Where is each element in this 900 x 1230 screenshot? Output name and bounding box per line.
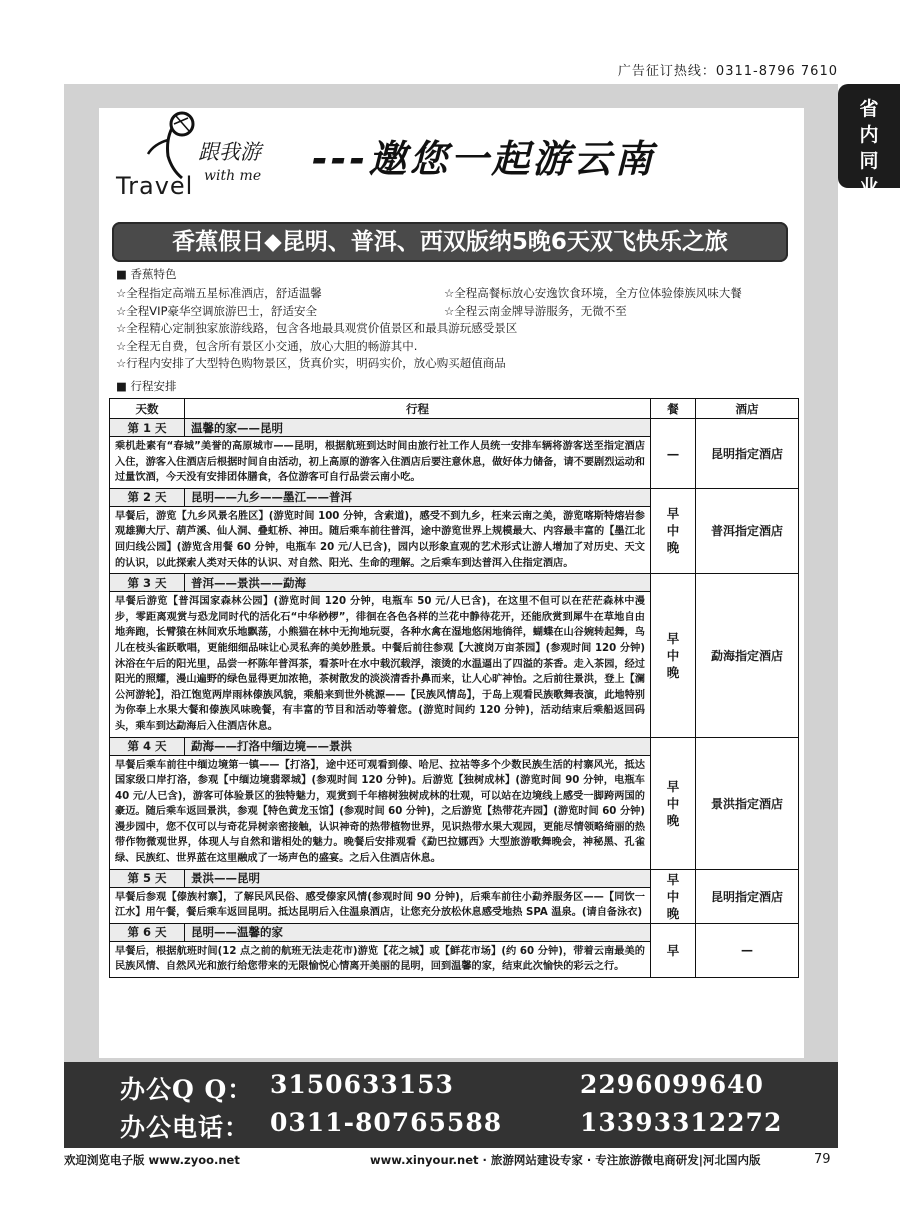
- qq-number-1: 3150633153: [270, 1070, 454, 1099]
- day-meals: —: [651, 419, 696, 489]
- day-route: 昆明——温馨的家: [185, 923, 651, 941]
- footer-left-text: 欢迎浏览电子版 www.zyoo.net: [64, 1153, 240, 1167]
- day-meals: 早: [651, 923, 696, 977]
- day-description: 早餐后乘车前往中缅边境第一镇——【打洛】，途中还可观看到傣、哈尼、拉祜等多个少数民族生活的村寨风光，抵达国家级口岸打洛，参观【中缅边境翡翠城】(参观时间 120 分钟)。后游览【独树成林】(游览时间 90 分钟，电瓶车 40 元/人已含)，游客可体验景区的独特魅力，观赏到千年榕树独树成林的壮观，可以站在边境线上感受一脚跨两国的豪迈。随后乘车返回景洪，参观【特色黄龙玉馆】(参观时间 60 分钟)，之后游览【热带花卉园】(游览时间 60 分钟)漫步园中，您不仅可以与奇花异树亲密接触，认识神奇的热带植物世界，见识热带水果大观园，更能尽情领略绮丽的热带作物微观世界，体现人与自然和谐相处的魅力。晚餐后安排观看《勐巴拉娜西》大型旅游歌舞晚会，神秘黑、孔雀绿、民族红、世界蓝在这里融成了一场声色的盛宴。之后入住酒店休息。: [110, 755, 651, 869]
- day-route: 普洱——景洪——勐海: [185, 574, 651, 592]
- day-number: 第 2 天: [110, 488, 185, 506]
- logo-chinese-name: 跟我游: [198, 140, 261, 164]
- feature-item: ☆行程内安排了大型特色购物景区，货真价实，明码实价，放心购买超值商品: [116, 356, 506, 370]
- schedule-section-label: ■ 行程安排: [116, 379, 177, 393]
- day-hotel: 普洱指定酒店: [696, 488, 799, 573]
- day-meals: 早 中 晚: [651, 488, 696, 573]
- day-description: 早餐后，根据航班时间(12 点之前的航班无法走花市)游览【花之城】或【鲜花市场】(约 60 分钟)，带着云南最美的民族风情、自然风光和旅行给您带来的无限愉悦心情离开美丽的昆明，回到温馨的家，结束此次愉快的彩云之行。: [110, 941, 651, 977]
- feature-row: [116, 355, 796, 373]
- day-header-row: [110, 419, 799, 437]
- day-description: 乘机赴素有“春城”美誉的高原城市——昆明，根据航班到达时间由旅行社工作人员统一安排车辆将游客送至指定酒店入住，游客入住酒店后根据时间自由活动，初上高原的游客入住酒店后要注意休息，做好体力储备，请不要剧烈运动和过量饮酒，今天没有安排团体膳食，各位游客可自行品尝云南小吃。: [110, 437, 651, 489]
- day-header-row: [110, 488, 799, 506]
- phone-label: 办公电话：: [120, 1113, 251, 1142]
- qq-label: 办公Q Q：: [120, 1075, 254, 1104]
- section-tab: [838, 84, 900, 198]
- phone-number-1: 0311-80765588: [270, 1108, 503, 1137]
- day-route: 温馨的家——昆明: [185, 419, 651, 437]
- header-hotel: 酒店: [696, 399, 799, 419]
- day-header-row: [110, 574, 799, 592]
- contact-bar: [64, 1062, 838, 1148]
- day-number: 第 6 天: [110, 923, 185, 941]
- day-number: 第 3 天: [110, 574, 185, 592]
- day-hotel: 昆明指定酒店: [696, 419, 799, 489]
- header-meals: 餐: [651, 399, 696, 419]
- footer-middle-text: www.xinyour.net · 旅游网站建设专家 · 专注旅游微电商研发|河北国内版: [370, 1153, 761, 1167]
- day-header-row: [110, 737, 799, 755]
- feature-item: ☆全程云南金牌导游服务，无微不至: [444, 303, 627, 318]
- travel-logo: [112, 110, 302, 205]
- day-route: 勐海——打洛中缅边境——景洪: [185, 737, 651, 755]
- feature-row: [116, 303, 796, 321]
- day-hotel: —: [696, 923, 799, 977]
- feature-item: ☆全程高餐标放心安逸饮食环境，全方位体验傣族风味大餐: [444, 286, 742, 300]
- section-tab-char: 同: [859, 150, 879, 172]
- header-day: 天数: [110, 399, 185, 419]
- day-meals: 早 中 晚: [651, 574, 696, 737]
- features-list: [116, 266, 796, 373]
- day-number: 第 1 天: [110, 419, 185, 437]
- day-description: 早餐后游览【普洱国家森林公园】(游览时间 120 分钟，电瓶车 50 元/人已含)，在这里不但可以在茫茫森林中漫步，零距离观赏与恐龙同时代的活化石“中华桫椤”，徘徊在各色各样的兰花中静待花开，还能欣赏到犀牛在草地自由地奔跑，长臂猿在林间欢乐地飘荡，小熊猫在林中无拘地玩耍，各种水禽在湿地悠闲地徜徉，蝴蝶在山谷婉转起舞，鸟儿在枝头雀跃歌唱，更能细细品味让心灵私奔的美妙胜景。中餐后前往参观【大渡岗万亩茶园】(参观时间 120 分钟)沐浴在午后的阳光里，品尝一杯陈年普洱茶，看茶叶在水中载沉载浮，滚烫的水温逼出了四溢的茶香。走入茶园，经过阳光的照耀，漫山遍野的绿色显得更加浓艳，茶树散发的淡淡清香扑鼻而来，让人心旷神怡。之后前往景洪，登上【澜公河游轮】，沿江饱览两岸雨林傣族风貌，乘船来到世外桃源——【民族风情岛】，于岛上观看民族歌舞表演，此地特别为你奉上水果大餐和傣族风味晚餐，有丰富的节目和活动等着您。(游览时间约 120 分钟)，活动结束后乘船返回码头，乘车到达勐海后入住酒店休息。: [110, 592, 651, 737]
- itinerary-table: [109, 398, 799, 978]
- traveler-figure-icon: [142, 110, 202, 180]
- day-route: 景洪——昆明: [185, 869, 651, 887]
- ad-hotline: 广告征订热线：0311-8796 7610: [617, 64, 838, 79]
- day-meals: 早 中 晚: [651, 869, 696, 923]
- feature-item: ☆全程指定高端五星标准酒店，舒适温馨: [116, 286, 322, 300]
- page-number: 79: [814, 1152, 831, 1167]
- logo-english-name: Travel: [116, 172, 194, 200]
- feature-item: ☆全程无自费，包含所有景区小交通，放心大胆的畅游其中.: [116, 338, 418, 353]
- section-tab-char: 业: [859, 176, 879, 198]
- table-header-row: [110, 399, 799, 419]
- day-description: 早餐后参观【傣族村寨】，了解民风民俗、感受傣家风情(参观时间 90 分钟)，后乘车前往小勐养服务区——【同饮一江水】用午餐，餐后乘车返回昆明。抵达昆明后入住温泉酒店，让您充分放松休息感受地热 SPA 温泉。(请自备泳衣): [110, 887, 651, 923]
- day-hotel: 景洪指定酒店: [696, 737, 799, 869]
- day-hotel: 昆明指定酒店: [696, 869, 799, 923]
- feature-row: [116, 338, 796, 356]
- tour-title-banner: 香蕉假日◆昆明、普洱、西双版纳5晚6天双飞快乐之旅: [112, 222, 788, 262]
- phone-number-2: 13393312272: [580, 1108, 783, 1137]
- section-tab-char: 省: [859, 98, 879, 120]
- features-section-label: ■ 香蕉特色: [116, 267, 177, 281]
- day-hotel: 勐海指定酒店: [696, 574, 799, 737]
- headline: ---邀您一起游云南: [312, 137, 656, 181]
- header-itinerary: 行程: [185, 399, 651, 419]
- day-description: 早餐后，游览【九乡风景名胜区】(游览时间 100 分钟，含索道)，感受不到九乡，枉来云南之美，游览喀斯特熔岩参观雄狮大厅、葫芦溪、仙人洞、叠虹桥、神田。随后乘车前往普洱，途中游览世界上规模最大、内容最丰富的【墨江北回归线公园】(游览含用餐 60 分钟，电瓶车 20 元/人已含)，园内以形象直观的艺术形式让游人增加了对历史、天文的认识，以此探索人类对天体的认识、对自然、阳光、生命的理解。之后乘车到达普洱入住指定酒店。: [110, 506, 651, 573]
- day-header-row: [110, 869, 799, 887]
- day-meals: 早 中 晚: [651, 737, 696, 869]
- day-number: 第 5 天: [110, 869, 185, 887]
- qq-number-2: 2296099640: [580, 1070, 764, 1099]
- logo-tagline: with me: [204, 168, 262, 184]
- feature-item: ☆全程精心定制独家旅游线路，包含各地最具观赏价值景区和最具游玩感受景区: [116, 321, 518, 335]
- section-tab-char: 内: [859, 124, 879, 146]
- feature-row: [116, 285, 796, 303]
- feature-item: ☆全程VIP豪华空调旅游巴士，舒适安全: [116, 303, 318, 318]
- day-number: 第 4 天: [110, 737, 185, 755]
- feature-row: [116, 320, 796, 338]
- day-header-row: [110, 923, 799, 941]
- day-route: 昆明——九乡——墨江——普洱: [185, 488, 651, 506]
